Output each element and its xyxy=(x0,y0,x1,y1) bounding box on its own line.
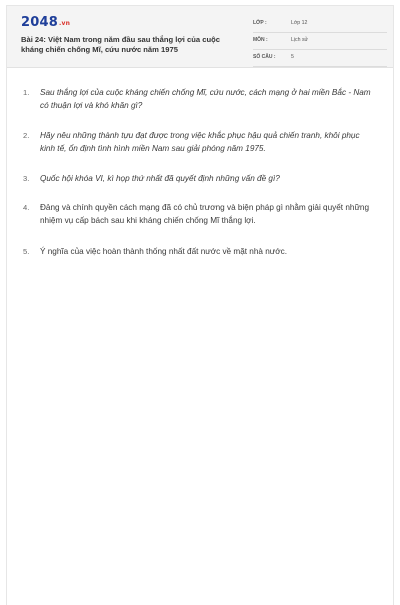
meta-value-class: Lớp 12 xyxy=(291,20,308,26)
meta-table xyxy=(253,16,387,67)
meta-row-class xyxy=(253,16,387,33)
question-text: Hãy nêu những thành tựu đạt được trong việc khắc phục hậu quả chiến tranh, khôi phục kinh tế, ổn định tình hình miền Nam sau giải phóng năm 1975. xyxy=(40,131,360,153)
question-text: Quốc hội khóa VI, kì họp thứ nhất đã quyết định những vấn đề gì? xyxy=(40,174,280,183)
meta-label-subject: MÔN : xyxy=(253,37,268,43)
lesson-title: Bài 24: Việt Nam trong năm đầu sau thắng lợi của cuộc kháng chiến chống Mĩ, cứu nước năm 1975 xyxy=(21,35,220,54)
question-item xyxy=(7,86,393,112)
question-number: 4. xyxy=(23,203,30,212)
site-logo[interactable] xyxy=(21,15,70,30)
meta-row-question-count xyxy=(253,50,387,67)
logo-main-text: 2048 xyxy=(21,15,58,30)
worksheet-header xyxy=(7,6,393,68)
question-text: Đảng và chính quyền cách mạng đã có chủ trương và biện pháp gì nhằm giải quyết những nhiệm vụ cấp bách sau khi kháng chiến chống Mĩ thắng lợi. xyxy=(40,203,370,225)
question-number: 1. xyxy=(23,88,30,97)
logo-tld-text: .vn xyxy=(58,20,71,27)
meta-value-subject: Lịch sử xyxy=(291,37,309,43)
question-number: 5. xyxy=(23,247,30,256)
meta-label-class: LỚP : xyxy=(253,20,267,26)
worksheet-page xyxy=(6,5,394,605)
question-list xyxy=(7,80,393,258)
question-text: Ý nghĩa của việc hoàn thành thống nhất đất nước về mặt nhà nước. xyxy=(40,247,288,256)
question-item xyxy=(7,129,393,155)
question-number: 2. xyxy=(23,131,30,140)
question-item xyxy=(7,172,393,185)
question-text: Sau thắng lợi của cuộc kháng chiến chống Mĩ, cứu nước, cách mạng ở hai miền Bắc - Nam có thuận lợi và khó khăn gì? xyxy=(40,88,371,110)
question-item xyxy=(7,245,393,258)
meta-row-subject xyxy=(253,33,387,50)
meta-value-question-count: 5 xyxy=(291,54,294,60)
meta-label-question-count: SỐ CÂU : xyxy=(253,54,276,60)
question-number: 3. xyxy=(23,174,30,183)
question-item xyxy=(7,201,393,227)
